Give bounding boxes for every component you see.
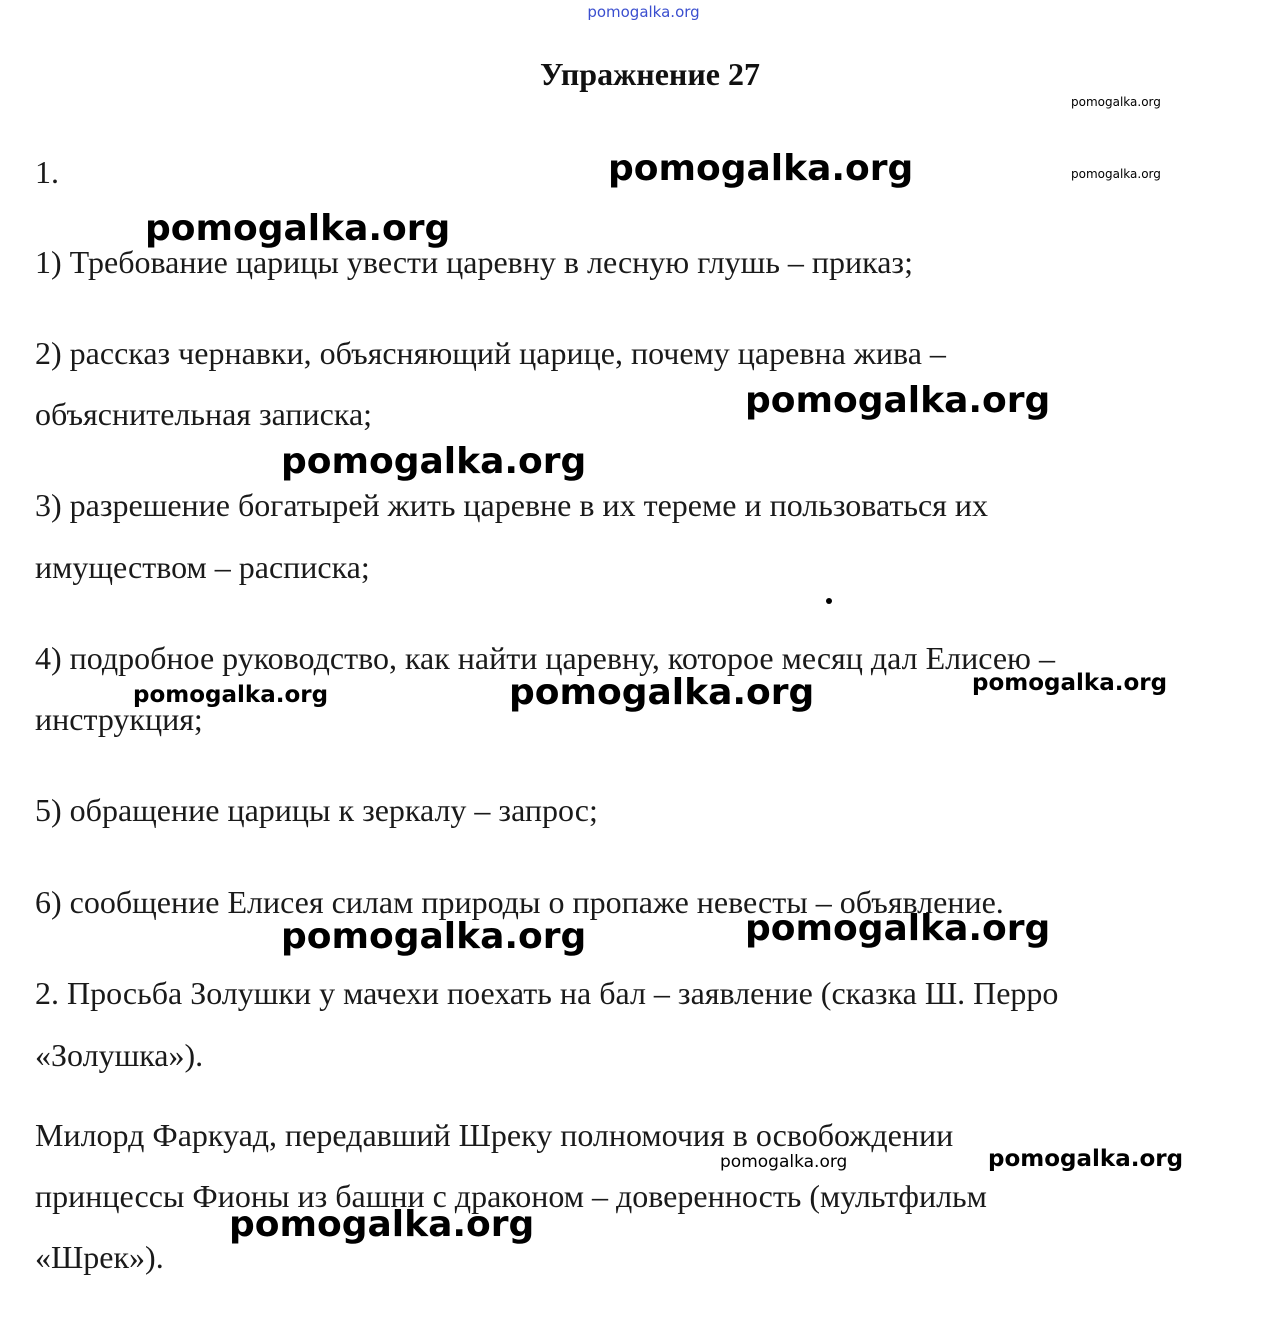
item-4-line-2: инструкция; <box>35 701 203 737</box>
watermark-big-1: pomogalka.org <box>608 148 914 189</box>
item-6-line-1: 6) сообщение Елисея силам природы о пропаже невесты – объявление. <box>35 884 1004 920</box>
item-3-line-2: имуществом – расписка; <box>35 549 370 585</box>
page-title: Упражнение 27 <box>539 56 760 92</box>
section1-label: 1. <box>35 154 59 190</box>
item-2-line-2: объяснительная записка; <box>35 396 373 432</box>
watermark-mid-4: pomogalka.org <box>988 1146 1184 1172</box>
watermark-big-7: pomogalka.org <box>745 908 1051 949</box>
section2-line-2: «Золушка»). <box>35 1037 204 1073</box>
item-4-line-1: 4) подробное руководство, как найти царевну, которое месяц дал Елисею – <box>35 640 1055 676</box>
section2-line-1: 2. Просьба Золушки у мачехи поехать на бал – заявление (сказка Ш. Перро <box>35 975 1059 1011</box>
watermark-mid-1: pomogalka.org <box>133 682 329 708</box>
watermark-small-1: pomogalka.org <box>1071 95 1161 109</box>
watermark-mid-2: pomogalka.org <box>972 670 1168 696</box>
watermark-big-6: pomogalka.org <box>281 916 587 957</box>
watermark-big-8: pomogalka.org <box>229 1204 535 1245</box>
watermark-big-5: pomogalka.org <box>509 672 815 713</box>
section3-line-1: Милорд Фаркуад, передавший Шреку полномочия в освобождении <box>35 1117 954 1153</box>
item-5-line-1: 5) обращение царицы к зеркалу – запрос; <box>35 792 598 828</box>
watermark-big-4: pomogalka.org <box>281 441 587 482</box>
watermark-mid-3: pomogalka.org <box>720 1152 848 1172</box>
section3-line-3: «Шрек»). <box>35 1239 164 1275</box>
item-1-line-1: 1) Требование царицы увести царевну в лесную глушь – приказ; <box>35 244 913 280</box>
watermark-big-3: pomogalka.org <box>745 380 1051 421</box>
item-3-line-1: 3) разрешение богатырей жить царевне в их тереме и пользоваться их <box>35 487 988 523</box>
item-2-line-1: 2) рассказ чернавки, объясняющий царице, почему царевна жива – <box>35 335 946 371</box>
watermark-big-2: pomogalka.org <box>145 208 451 249</box>
stray-dot <box>826 598 832 604</box>
section3-line-2: принцессы Фионы из башни с драконом – доверенность (мультфильм <box>35 1178 987 1214</box>
watermark-top: pomogalka.org <box>587 3 700 21</box>
watermark-small-2: pomogalka.org <box>1071 167 1161 181</box>
